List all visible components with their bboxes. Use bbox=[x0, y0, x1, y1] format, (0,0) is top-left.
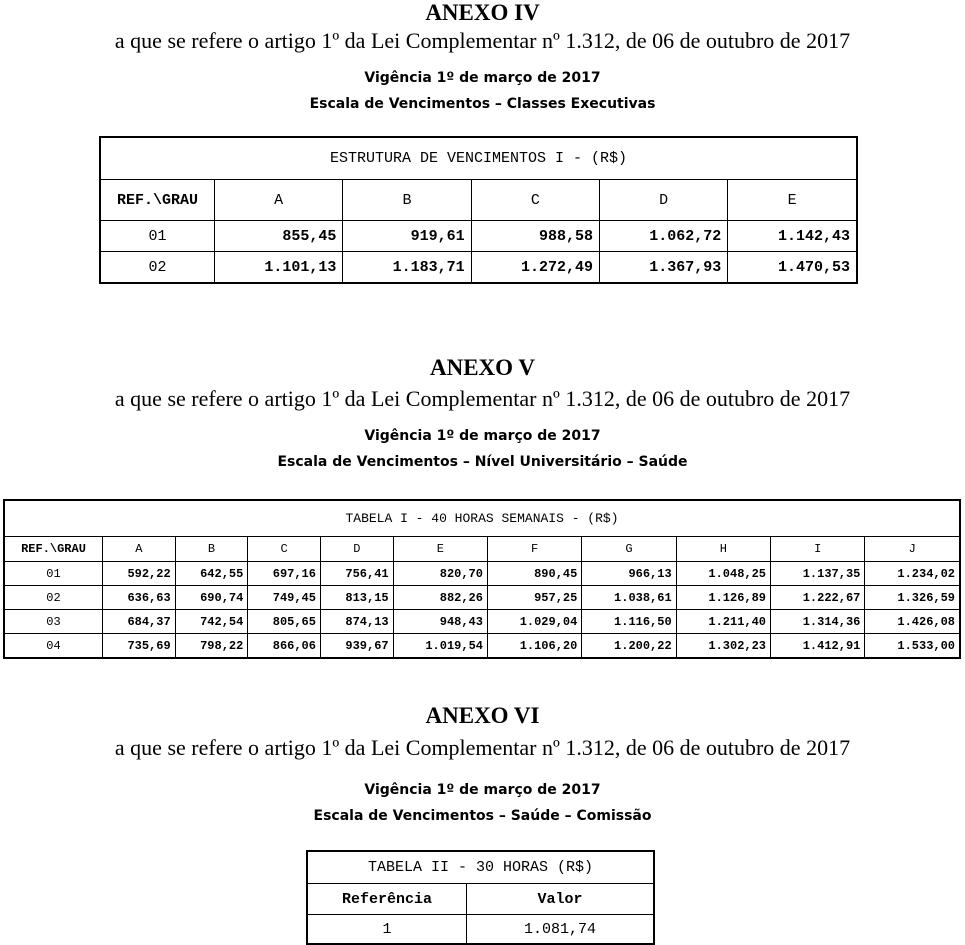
anexo-v-vigencia: Vigência 1º de março de 2017 bbox=[364, 428, 601, 444]
table-cell: 684,37 bbox=[103, 610, 176, 634]
table-cell: 1.314,36 bbox=[771, 610, 865, 634]
table-cell: 882,26 bbox=[393, 586, 487, 610]
table-caption: TABELA I - 40 HORAS SEMANAIS - (R$) bbox=[4, 500, 960, 537]
table-cell: 1.137,35 bbox=[771, 562, 865, 586]
table-cell: 1.200,22 bbox=[582, 634, 676, 659]
column-header: E bbox=[728, 180, 857, 221]
table-cell: 749,45 bbox=[248, 586, 321, 610]
table-cell: 1.183,71 bbox=[343, 252, 471, 284]
table-cell: 735,69 bbox=[103, 634, 176, 659]
table-cell: 697,16 bbox=[248, 562, 321, 586]
anexo-vi-title: ANEXO VI bbox=[425, 703, 540, 728]
column-header: C bbox=[248, 537, 321, 562]
column-header: G bbox=[582, 537, 676, 562]
anexo-iv-subtitle: a que se refere o artigo 1º da Lei Complementar nº 1.312, de 06 de outubro de 2017 bbox=[114, 28, 851, 53]
table-cell: 988,58 bbox=[471, 221, 599, 252]
row-ref: 01 bbox=[100, 221, 215, 252]
column-header: Referência bbox=[307, 884, 467, 915]
table-cell: 1.470,53 bbox=[728, 252, 857, 284]
table-cell: 866,06 bbox=[248, 634, 321, 659]
anexo-v-subtitle: a que se refere o artigo 1º da Lei Complementar nº 1.312, de 06 de outubro de 2017 bbox=[114, 386, 851, 411]
table-cell: 1.367,93 bbox=[599, 252, 727, 284]
column-header: A bbox=[103, 537, 176, 562]
anexo-iv-vigencia: Vigência 1º de março de 2017 bbox=[364, 70, 601, 86]
table-cell: 966,13 bbox=[582, 562, 676, 586]
anexo-vi-vigencia: Vigência 1º de março de 2017 bbox=[364, 782, 601, 798]
column-header: I bbox=[771, 537, 865, 562]
table-cell: 1.081,74 bbox=[467, 915, 655, 945]
table-cell: 948,43 bbox=[393, 610, 487, 634]
column-header: C bbox=[471, 180, 599, 221]
table-cell: 642,55 bbox=[175, 562, 248, 586]
table-cell: 957,25 bbox=[487, 586, 581, 610]
table-cell: 798,22 bbox=[175, 634, 248, 659]
table-row bbox=[100, 252, 857, 284]
anexo-vi-escala: Escala de Vencimentos – Saúde – Comissão bbox=[313, 808, 652, 824]
table-cell: 855,45 bbox=[215, 221, 343, 252]
table-cell: 1.302,23 bbox=[676, 634, 770, 659]
table-row bbox=[307, 915, 654, 945]
column-header: Valor bbox=[467, 884, 655, 915]
column-header: E bbox=[393, 537, 487, 562]
table-row bbox=[4, 562, 960, 586]
table-cell: 1.222,67 bbox=[771, 586, 865, 610]
table-corner-header: REF.\GRAU bbox=[100, 180, 215, 221]
table-cell: 756,41 bbox=[320, 562, 393, 586]
anexo-vi-table bbox=[306, 850, 655, 945]
table-cell: 813,15 bbox=[320, 586, 393, 610]
column-header: D bbox=[320, 537, 393, 562]
anexo-v-escala: Escala de Vencimentos – Nível Universitário – Saúde bbox=[277, 454, 688, 470]
table-row bbox=[4, 610, 960, 634]
table-cell: 1.126,89 bbox=[676, 586, 770, 610]
table-cell: 1.234,02 bbox=[865, 562, 960, 586]
row-ref: 02 bbox=[4, 586, 103, 610]
column-header: B bbox=[175, 537, 248, 562]
table-corner-header: REF.\GRAU bbox=[4, 537, 103, 562]
table-caption: TABELA II - 30 HORAS (R$) bbox=[307, 851, 654, 884]
column-header: F bbox=[487, 537, 581, 562]
table-cell: 1.062,72 bbox=[599, 221, 727, 252]
table-cell: 636,63 bbox=[103, 586, 176, 610]
table-cell: 1.106,20 bbox=[487, 634, 581, 659]
table-cell: 1.272,49 bbox=[471, 252, 599, 284]
table-cell: 1.426,08 bbox=[865, 610, 960, 634]
row-ref: 04 bbox=[4, 634, 103, 659]
table-cell: 805,65 bbox=[248, 610, 321, 634]
column-header: H bbox=[676, 537, 770, 562]
anexo-iv-table bbox=[99, 136, 858, 284]
anexo-v-title: ANEXO V bbox=[429, 355, 535, 380]
table-caption: ESTRUTURA DE VENCIMENTOS I - (R$) bbox=[100, 137, 857, 180]
table-cell: 874,13 bbox=[320, 610, 393, 634]
table-cell: 1.101,13 bbox=[215, 252, 343, 284]
table-cell: 1.412,91 bbox=[771, 634, 865, 659]
anexo-iv-title: ANEXO IV bbox=[425, 0, 540, 25]
column-header: J bbox=[865, 537, 960, 562]
table-cell: 1.211,40 bbox=[676, 610, 770, 634]
table-row bbox=[4, 634, 960, 659]
row-ref: 1 bbox=[307, 915, 467, 945]
column-header: B bbox=[343, 180, 471, 221]
table-cell: 1.019,54 bbox=[393, 634, 487, 659]
table-cell: 1.038,61 bbox=[582, 586, 676, 610]
table-cell: 820,70 bbox=[393, 562, 487, 586]
table-cell: 690,74 bbox=[175, 586, 248, 610]
row-ref: 02 bbox=[100, 252, 215, 284]
table-cell: 742,54 bbox=[175, 610, 248, 634]
row-ref: 01 bbox=[4, 562, 103, 586]
table-cell: 1.142,43 bbox=[728, 221, 857, 252]
table-cell: 919,61 bbox=[343, 221, 471, 252]
table-cell: 1.029,04 bbox=[487, 610, 581, 634]
table-cell: 592,22 bbox=[103, 562, 176, 586]
table-cell: 1.116,50 bbox=[582, 610, 676, 634]
table-cell: 939,67 bbox=[320, 634, 393, 659]
table-row bbox=[4, 586, 960, 610]
table-cell: 1.048,25 bbox=[676, 562, 770, 586]
column-header: D bbox=[599, 180, 727, 221]
anexo-iv-escala: Escala de Vencimentos – Classes Executivas bbox=[309, 96, 656, 112]
table-cell: 1.326,59 bbox=[865, 586, 960, 610]
anexo-v-table bbox=[3, 499, 961, 659]
column-header: A bbox=[215, 180, 343, 221]
table-row bbox=[100, 221, 857, 252]
row-ref: 03 bbox=[4, 610, 103, 634]
table-cell: 890,45 bbox=[487, 562, 581, 586]
table-cell: 1.533,00 bbox=[865, 634, 960, 659]
anexo-vi-subtitle: a que se refere o artigo 1º da Lei Complementar nº 1.312, de 06 de outubro de 2017 bbox=[114, 735, 851, 760]
